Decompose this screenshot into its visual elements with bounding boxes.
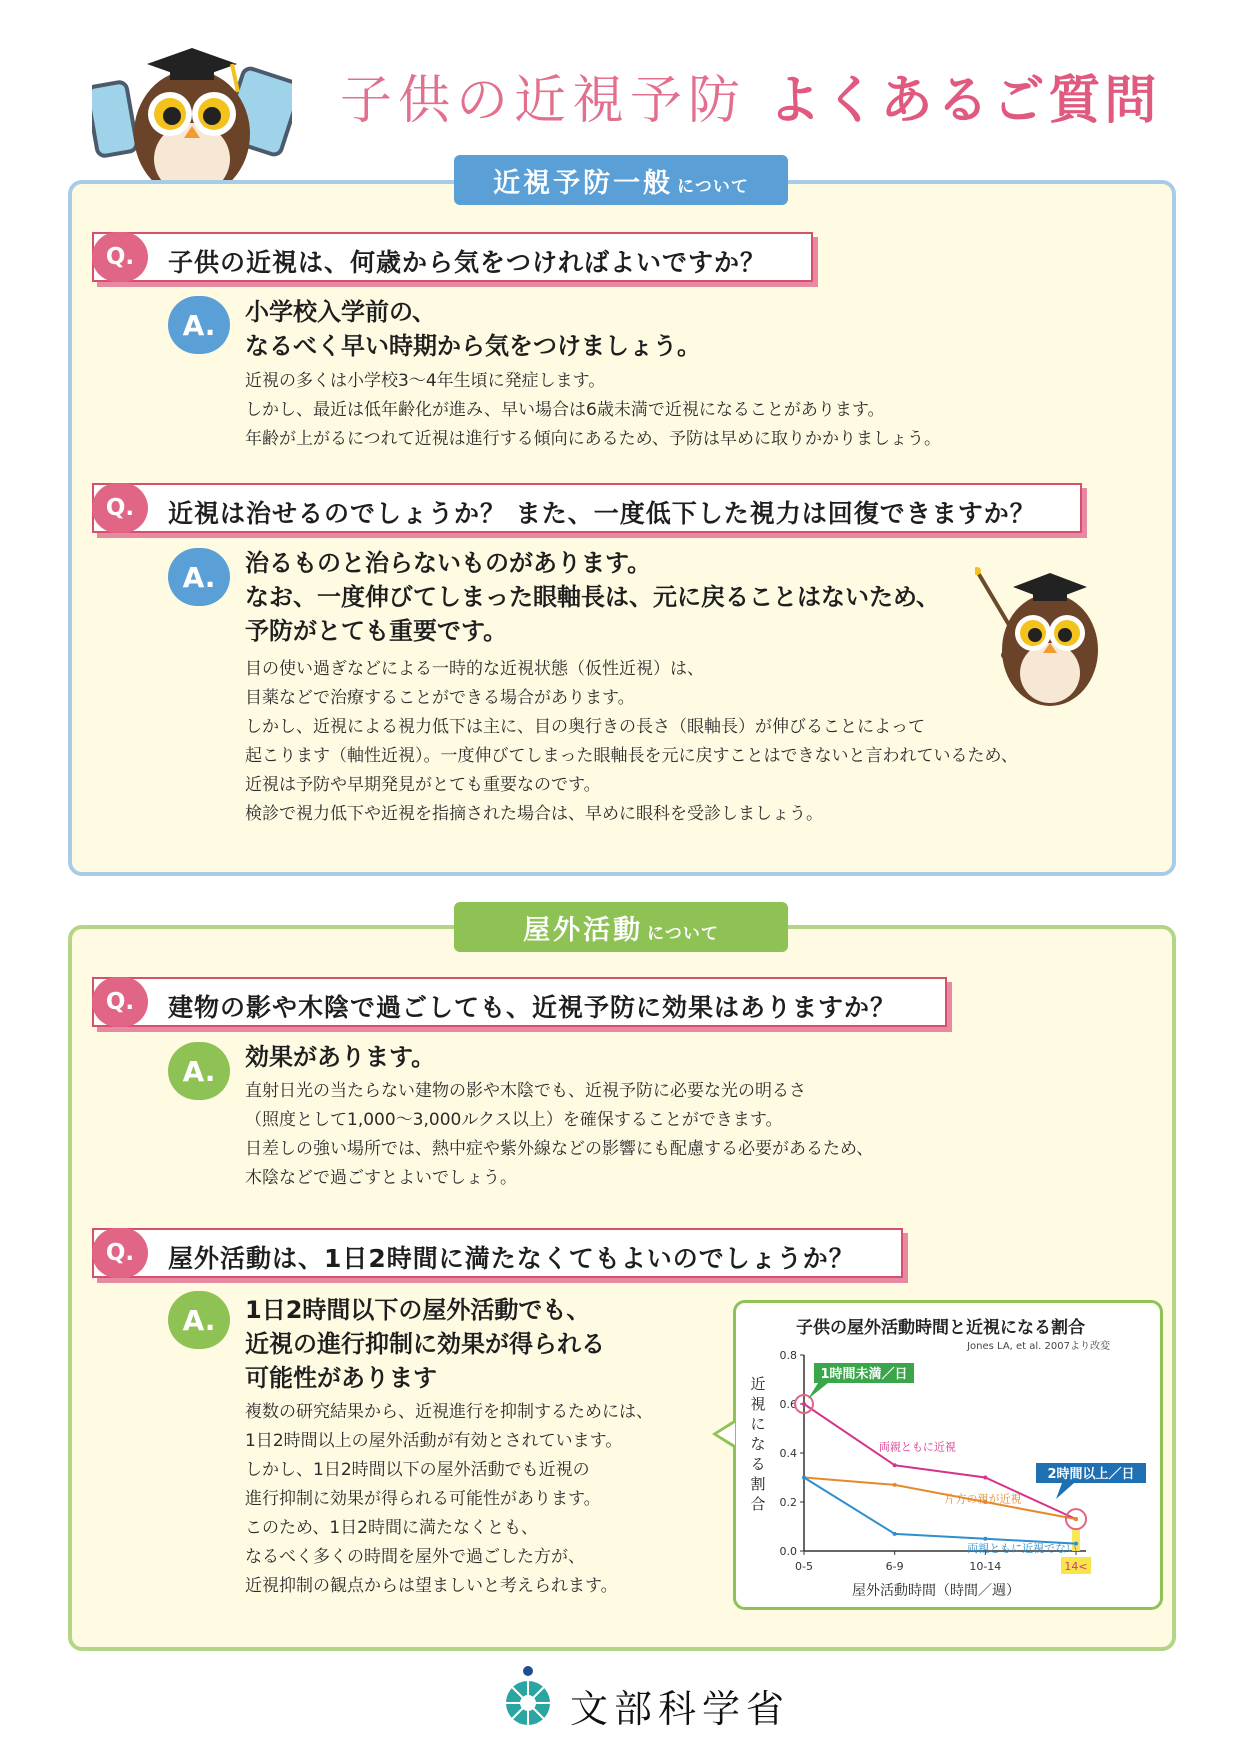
y-axis-label-char: る xyxy=(750,1455,766,1473)
question-1 xyxy=(92,232,813,282)
answer-heading xyxy=(245,295,701,363)
series-label: 両親ともに近視でない xyxy=(967,1541,1078,1555)
answer-heading-line: なお、一度伸びてしまった眼軸長は、元に戻ることはないため、 xyxy=(245,583,941,611)
callout-high-arrow xyxy=(1056,1483,1074,1499)
mext-logo-icon xyxy=(504,1665,552,1729)
callout-low-label: 1時間未満／日 xyxy=(820,1367,908,1382)
answer-body-line: 近視の多くは小学校3～4年生頃に発症します。 xyxy=(245,371,606,391)
answer-body-line: なるべく多くの時間を屋外で過ごした方が、 xyxy=(245,1547,585,1567)
data-point xyxy=(983,1537,987,1541)
chart-title: 子供の屋外活動時間と近視になる割合 xyxy=(796,1318,1085,1338)
answer-body-line: 1日2時間以上の屋外活動が有効とされています。 xyxy=(245,1431,623,1451)
chart-source: Jones LA, et al. 2007より改変 xyxy=(967,1341,1110,1352)
question-text: 近視は治せるのでしょうか？ また、一度低下した視力は回復できますか？ xyxy=(168,499,1036,528)
y-tick-label: 0.6 xyxy=(779,1398,797,1411)
y-tick-label: 0.2 xyxy=(779,1496,797,1509)
answer-badge: A. xyxy=(168,1291,230,1349)
answer-body-line: 目の使い過ぎなどによる一時的な近視状態（仮性近視）は、 xyxy=(245,659,704,679)
question-badge: Q. xyxy=(92,232,148,282)
answer-badge: A. xyxy=(168,1042,230,1100)
answer-body-line: 目薬などで治療することができる場合があります。 xyxy=(245,688,635,708)
answer-body-line: 複数の研究結果から、近視進行を抑制するためには、 xyxy=(245,1402,653,1422)
question-badge: Q. xyxy=(92,1228,148,1278)
y-axis-label-char: 割 xyxy=(750,1475,766,1493)
page-title xyxy=(340,58,1161,133)
answer-body-line: 近視抑制の観点からは望ましいと考えられます。 xyxy=(245,1576,618,1596)
answer-heading xyxy=(245,1040,435,1074)
x-axis-label: 屋外活動時間（時間／週） xyxy=(852,1583,1020,1599)
answer-body-line: 検診で視力低下や近視を指摘された場合は、早めに眼科を受診しましょう。 xyxy=(245,804,823,824)
question-3 xyxy=(92,977,947,1027)
answer-body-line: しかし、最近は低年齢化が進み、早い場合は6歳未満で近視になることがあります。 xyxy=(245,400,885,420)
chart-box xyxy=(733,1300,1163,1610)
chart-bubble-tail-inner xyxy=(717,1423,735,1445)
question-text: 子供の近視は、何歳から気をつければよいですか？ xyxy=(168,248,767,277)
question-text: 屋外活動は、1日2時間に満たなくてもよいのでしょうか？ xyxy=(168,1244,855,1273)
question-badge: Q. xyxy=(92,483,148,533)
answer-body-line: しかし、近視による視力低下は主に、目の奥行きの長さ（眼軸長）が伸びることによって xyxy=(245,717,925,737)
answer-heading-line: なるべく早い時期から気をつけましょう。 xyxy=(245,332,701,360)
callout-low-arrow xyxy=(808,1383,828,1399)
answer-badge: A. xyxy=(168,296,230,354)
data-point xyxy=(893,1483,897,1487)
answer-body-line: 進行抑制に効果が得られる可能性があります。 xyxy=(245,1489,601,1509)
answer-heading-line: 1日2時間以下の屋外活動でも、 xyxy=(245,1296,591,1324)
callout-high-label: 2時間以上／日 xyxy=(1047,1467,1135,1482)
answer-body-line: 年齢が上がるにつれて近視は進行する傾向にあるため、予防は早めに取りかかりましょう。 xyxy=(245,429,941,449)
x-tick-label: 0-5 xyxy=(795,1560,813,1573)
answer-body-line: 木陰などで過ごすとよいでしょう。 xyxy=(245,1168,517,1188)
line-chart xyxy=(736,1303,1160,1607)
org-name: 文部科学省 xyxy=(570,1687,791,1731)
answer-heading-line: 小学校入学前の、 xyxy=(245,298,437,326)
answer-heading-line: 可能性があります xyxy=(245,1364,437,1392)
data-point xyxy=(983,1476,987,1480)
x-tick-label: 14< xyxy=(1064,1560,1088,1573)
title-part1: 子供の近視予防 xyxy=(340,71,747,131)
question-4 xyxy=(92,1228,903,1278)
answer-heading-line: 効果があります。 xyxy=(245,1043,436,1071)
answer-body xyxy=(245,1398,653,1601)
y-axis-label-char: 視 xyxy=(750,1395,766,1413)
answer-heading-line: 予防がとても重要です。 xyxy=(245,617,508,645)
y-axis-label-char: 近 xyxy=(750,1375,766,1393)
question-2 xyxy=(92,483,1082,533)
y-axis-label-char: に xyxy=(750,1415,766,1433)
series-label: 片方の親が近視 xyxy=(944,1492,1022,1506)
answer-heading xyxy=(245,546,940,648)
question-text: 建物の影や木陰で過ごしても、近視予防に効果はありますか？ xyxy=(168,993,897,1022)
series-label: 両親ともに近視 xyxy=(878,1440,956,1454)
section-header-outdoor-activity xyxy=(454,902,788,952)
y-axis-label-char: な xyxy=(750,1435,766,1453)
data-point xyxy=(893,1463,897,1467)
section-header-suffix: について xyxy=(647,923,719,944)
section-header-main: 近視予防一般 xyxy=(493,167,674,199)
answer-body xyxy=(245,367,941,454)
y-tick-label: 0.8 xyxy=(779,1349,797,1362)
section-header-main: 屋外活動 xyxy=(523,914,644,946)
answer-body xyxy=(245,655,1018,829)
x-tick-label: 10-14 xyxy=(969,1560,1002,1573)
answer-body-line: 起こります（軸性近視）。一度伸びてしまった眼軸長を元に戻すことはできないと言われているため、 xyxy=(245,746,1018,766)
data-point xyxy=(893,1532,897,1536)
answer-body-line: 近視は予防や早期発見がとても重要なのです。 xyxy=(245,775,601,795)
answer-body-line: 日差しの強い場所では、熱中症や紫外線などの影響にも配慮する必要があるため、 xyxy=(245,1139,874,1159)
y-tick-label: 0.4 xyxy=(779,1447,797,1460)
x-tick-label: 6-9 xyxy=(885,1560,904,1573)
section-header-suffix: について xyxy=(677,176,749,197)
answer-heading-line: 近視の進行抑制に効果が得られる xyxy=(245,1330,605,1358)
data-point xyxy=(1074,1517,1078,1521)
title-part2: よくあるご質問 xyxy=(768,71,1161,131)
data-point xyxy=(802,1476,806,1480)
y-axis-label-char: 合 xyxy=(750,1495,766,1513)
series-line xyxy=(804,1478,1076,1520)
answer-body-line: しかし、1日2時間以下の屋外活動でも近視の xyxy=(245,1460,590,1480)
answer-body-line: （照度として1,000～3,000ルクス以上）を確保することができます。 xyxy=(245,1110,783,1130)
answer-heading xyxy=(245,1293,605,1395)
y-tick-label: 0.0 xyxy=(779,1545,797,1558)
answer-body-line: このため、1日2時間に満たなくとも、 xyxy=(245,1518,538,1538)
owl-teacher-icon xyxy=(975,565,1125,710)
answer-body xyxy=(245,1077,873,1193)
answer-body-line: 直射日光の当たらない建物の影や木陰でも、近視予防に必要な光の明るさ xyxy=(245,1081,806,1101)
answer-heading-line: 治るものと治らないものがあります。 xyxy=(245,549,652,577)
data-point xyxy=(802,1402,806,1406)
answer-badge: A. xyxy=(168,548,230,606)
question-badge: Q. xyxy=(92,977,148,1027)
section-header-myopia-general xyxy=(454,155,788,205)
owl-mascot-icon xyxy=(92,34,292,204)
